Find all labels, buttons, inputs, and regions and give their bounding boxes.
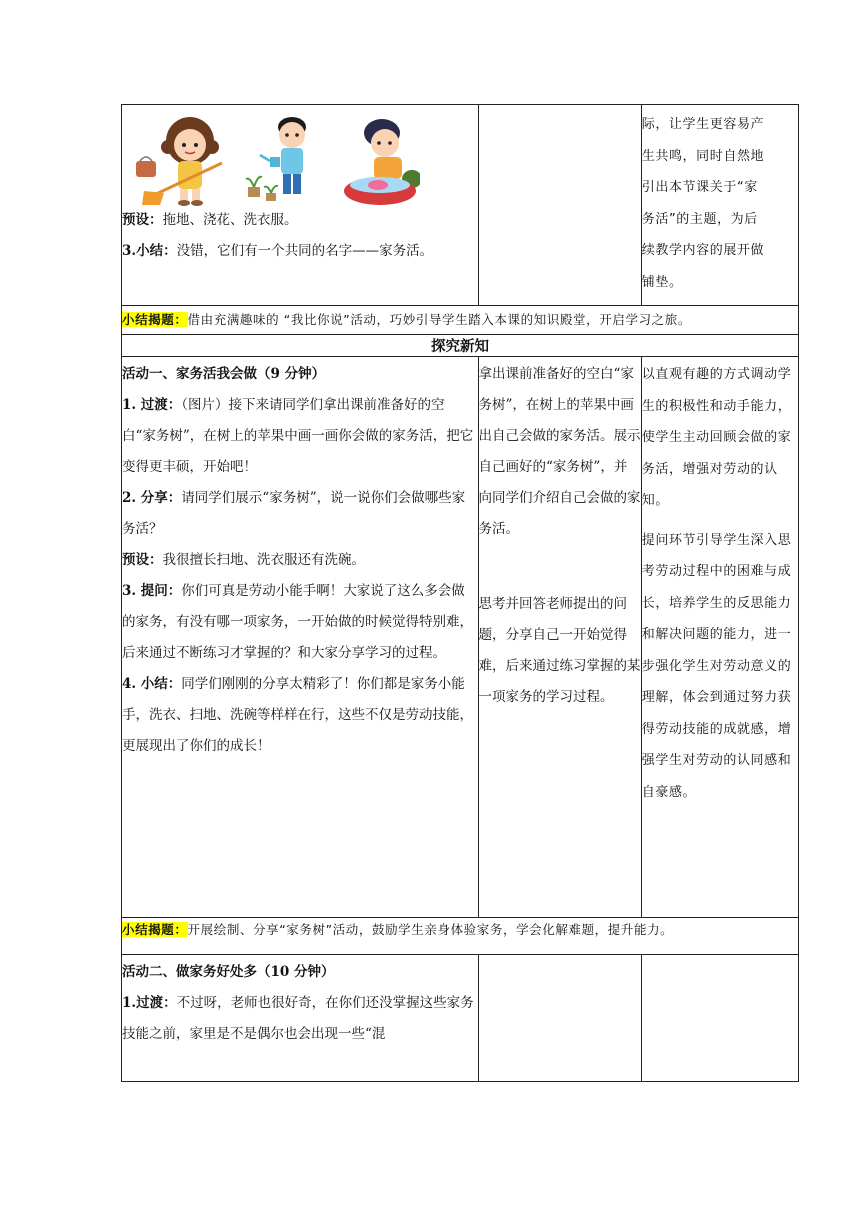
activity-item: 2. 分享：请同学们展示“家务树”，说一说你们会做哪些家务活？	[122, 490, 466, 537]
teacher-activity-cell	[122, 105, 479, 306]
intent-text: 以直观有趣的方式调动学生的积极性和动手能力，使学生主动回顾会做的家务活，增强对劳动的认知。	[641, 367, 792, 508]
activity-item: 1.过渡：不过呀，老师也很好奇，在你们还没掌握这些家务技能之前，家里是不是偶尔也会出现一些“混	[122, 995, 474, 1042]
activity-item: 1. 过渡：（图片）接下来请同学们拿出课前准备好的空白“家务树”，在树上的苹果中画一画你会做的家务活，把它变得更丰硕，开始吧！	[122, 397, 474, 475]
table-row	[122, 306, 799, 335]
intent-line: 生共鸣，同时自然地	[641, 148, 765, 164]
table-row	[122, 955, 799, 1082]
design-intent-cell	[641, 105, 798, 306]
preset-label: 预设：	[122, 212, 163, 228]
kids-doing-chores-illustration	[122, 105, 478, 205]
intent-line: 引出本节课关于“家	[641, 180, 758, 195]
student-activity-cell	[478, 357, 641, 918]
summary-row-text: 开展绘制、分享“家务树”活动，鼓励学生亲身体验家务，学会化解难题，提升能力。	[187, 922, 674, 937]
activity-title: 活动二、做家务好处多（10 分钟）	[122, 964, 335, 980]
teacher-activity-cell	[122, 955, 479, 1082]
illustration-icon	[130, 113, 420, 209]
design-intent-cell	[641, 955, 798, 1082]
intent-line: 铺垫。	[641, 274, 683, 290]
table-row	[122, 335, 799, 357]
activity-item: 3. 提问：你们可真是劳动小能手啊！大家说了这么多会做的家务，有没有哪一项家务，一开始做的时候觉得特别难，后来通过不断练习才掌握的？和大家分享学习的过程。	[122, 583, 473, 661]
table-row	[122, 105, 799, 306]
activity-item: 预设：我很擅长扫地、洗衣服还有洗碗。	[122, 552, 365, 568]
summary-highlight-label: 小结揭题：	[122, 922, 188, 937]
intent-text: 提问环节引导学生深入思考劳动过程中的困难与成长，培养学生的反思能力和解决问题的能力，进一步强化学生对劳动意义的理解，体会到通过努力获得劳动技能的成就感，增强学生对劳动的认同感和自豪感。	[641, 532, 792, 800]
intent-line: 际，让学生更容易产	[641, 117, 765, 132]
preset-text: 拖地、浇花、洗衣服。	[162, 212, 298, 228]
summary-line	[122, 236, 478, 267]
design-intent-cell	[641, 357, 798, 918]
student-activity-cell	[478, 105, 641, 306]
student-text: 思考并回答老师提出的问题，分享自己一开始觉得难，后来通过练习掌握的某一项家务的学习过程。	[478, 596, 641, 705]
lesson-page	[121, 104, 799, 1082]
section-title: 探究新知	[122, 335, 799, 357]
student-activity-cell	[478, 955, 641, 1082]
activity-item: 4. 小结：同学们刚刚的分享太精彩了！你们都是家务小能手，洗衣、扫地、洗碗等样样在行，这些不仅是劳动技能，更展现出了你们的成长！	[122, 676, 473, 754]
summary-row-cell	[122, 918, 799, 955]
activity-title: 活动一、家务活我会做（9 分钟）	[122, 366, 326, 382]
preset-line	[122, 205, 478, 236]
student-text: 拿出课前准备好的空白“家务树”，在树上的苹果中画出自己会做的家务活。展示自己画好的“家务树”，并向同学们介绍自己会做的家务活。	[478, 366, 641, 537]
summary-highlight-label: 小结揭题：	[122, 312, 188, 327]
table-row	[122, 918, 799, 955]
summary-row-text: 借由充满趣味的 “我比你说”活动，巧妙引导学生踏入本课的知识殿堂，开启学习之旅。	[187, 312, 691, 327]
intent-line: 续教学内容的展开做	[641, 243, 765, 258]
summary-text: 没错，它们有一个共同的名字——家务活。	[176, 243, 434, 259]
teacher-activity-cell	[122, 357, 479, 918]
lesson-plan-table	[121, 104, 799, 1082]
summary-label: 3.小结：	[122, 243, 177, 259]
table-row	[122, 357, 799, 918]
summary-row-cell	[122, 306, 799, 335]
intent-line: 务活”的主题，为后	[641, 211, 758, 227]
